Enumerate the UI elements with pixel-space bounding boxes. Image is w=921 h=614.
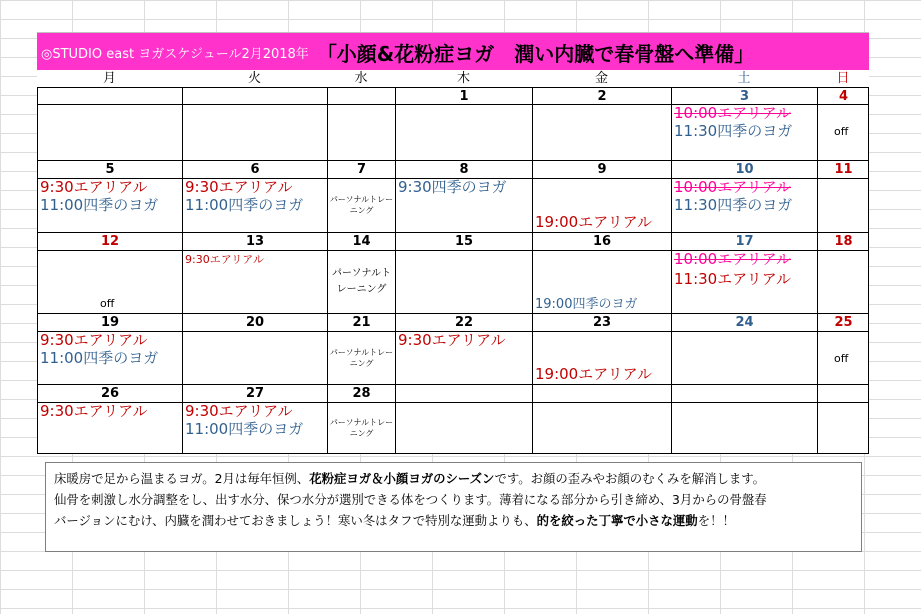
grid-vline	[395, 88, 396, 453]
event-personal-training: パーソナルトレーニング	[329, 418, 394, 438]
day-number: 11	[834, 162, 853, 177]
header-banner	[37, 32, 869, 71]
day-number: 4	[838, 89, 849, 104]
day-number: 13	[245, 234, 265, 249]
day-number: 12	[100, 234, 120, 249]
event-aerial: 9:30エアリアル	[40, 402, 148, 420]
event-aerial: 9:30エアリアル	[40, 178, 148, 196]
note-line-3	[54, 510, 853, 531]
day-number: 14	[352, 234, 371, 249]
event-aerial: 19:00エアリアル	[535, 213, 653, 231]
day-number: 1	[459, 89, 469, 104]
schedule-title: 「小顔&花粉症ヨガ 潤い内臓で春骨盤へ準備」	[316, 41, 755, 66]
note-text: です。お顔の歪みやお顔のむくみを解消します。	[494, 471, 766, 486]
off-label: off	[100, 297, 115, 310]
studio-schedule-label: ◎STUDIO east ヨガスケジュール2月2018年	[41, 46, 309, 62]
grid-vline	[671, 88, 672, 453]
day-number: 9	[597, 162, 607, 177]
note-text: 床暖房で足から温まるヨガ。2月は毎年恒例、	[54, 471, 310, 486]
event-personal-training: パーソナルトレーニング	[331, 268, 392, 295]
day-number: 27	[245, 386, 265, 401]
event-cancelled: 10:00エアリアル	[674, 178, 792, 196]
day-number: 22	[454, 315, 474, 330]
day-number: 15	[454, 234, 474, 249]
note-highlight: 花粉症ヨガ＆小顔ヨガのシーズン	[309, 471, 495, 486]
day-number: 6	[250, 162, 260, 177]
day-number: 24	[735, 315, 754, 330]
weekday-mon: 月	[102, 71, 116, 86]
event-yoga: 11:30四季のヨガ	[674, 196, 793, 214]
event-yoga: 19:00四季のヨガ	[535, 297, 638, 312]
weekday-wed: 水	[354, 71, 368, 86]
weekday-thu: 木	[456, 71, 470, 86]
note-text: バージョンにむけ、内臓を潤わせておきましょう！寒い冬はタフで特別な運動よりも、	[54, 513, 537, 528]
event-yoga: 9:30四季のヨガ	[398, 178, 507, 196]
weekday-fri: 金	[594, 71, 608, 86]
description-note	[45, 462, 862, 552]
event-yoga: 11:00四季のヨガ	[40, 196, 159, 214]
day-number: 2	[597, 89, 607, 104]
event-aerial: 9:30エアリアル	[185, 178, 293, 196]
weekday-sun: 日	[836, 71, 850, 86]
day-number: 3	[739, 89, 750, 104]
grid-vline	[532, 88, 533, 453]
event-yoga: 11:30四季のヨガ	[674, 122, 793, 140]
event-aerial: 19:00エアリアル	[535, 365, 653, 383]
day-number: 17	[735, 234, 754, 249]
event-cancelled: 10:00エアリアル	[674, 104, 792, 122]
note-text: を！！	[697, 513, 735, 528]
grid-hline	[38, 402, 868, 403]
day-number: 8	[459, 162, 469, 177]
off-label: off	[834, 352, 849, 365]
day-number: 5	[105, 162, 115, 177]
day-number: 18	[834, 234, 853, 249]
day-number: 10	[735, 162, 754, 177]
day-number: 23	[592, 315, 612, 330]
event-aerial: 9:30エアリアル	[398, 331, 506, 349]
day-number: 26	[100, 386, 120, 401]
calendar-grid	[37, 87, 869, 454]
day-number: 20	[245, 315, 265, 330]
day-number: 7	[356, 162, 367, 177]
event-yoga: 11:00四季のヨガ	[185, 420, 304, 438]
weekday-tue: 火	[247, 71, 261, 86]
note-line-1	[54, 468, 853, 489]
event-aerial: 11:30エアリアル	[674, 270, 792, 288]
grid-vline	[817, 88, 818, 453]
event-personal-training: パーソナルトレーニング	[329, 195, 394, 215]
day-number: 16	[592, 234, 612, 249]
event-yoga: 11:00四季のヨガ	[40, 349, 159, 367]
event-aerial: 9:30エアリアル	[185, 253, 264, 266]
weekday-header	[37, 70, 869, 87]
day-number: 19	[100, 315, 120, 330]
event-cancelled: 10:00エアリアル	[674, 250, 792, 268]
event-yoga: 11:00四季のヨガ	[185, 196, 304, 214]
event-aerial: 9:30エアリアル	[185, 402, 293, 420]
day-number: 25	[834, 315, 853, 330]
note-line-2: 仙骨を刺激し水分調整をし、出す水分、保つ水分が選別できる体をつくります。薄着になる部分から引き締め、3月からの骨盤春	[54, 492, 767, 507]
day-number: 21	[352, 315, 371, 330]
day-number: 28	[352, 386, 371, 401]
event-personal-training: パーソナルトレーニング	[329, 348, 394, 368]
event-aerial: 9:30エアリアル	[40, 331, 148, 349]
note-highlight: 的を絞った丁寧で小さな運動	[536, 513, 698, 528]
off-label: off	[834, 125, 849, 138]
weekday-sat: 土	[737, 71, 751, 86]
